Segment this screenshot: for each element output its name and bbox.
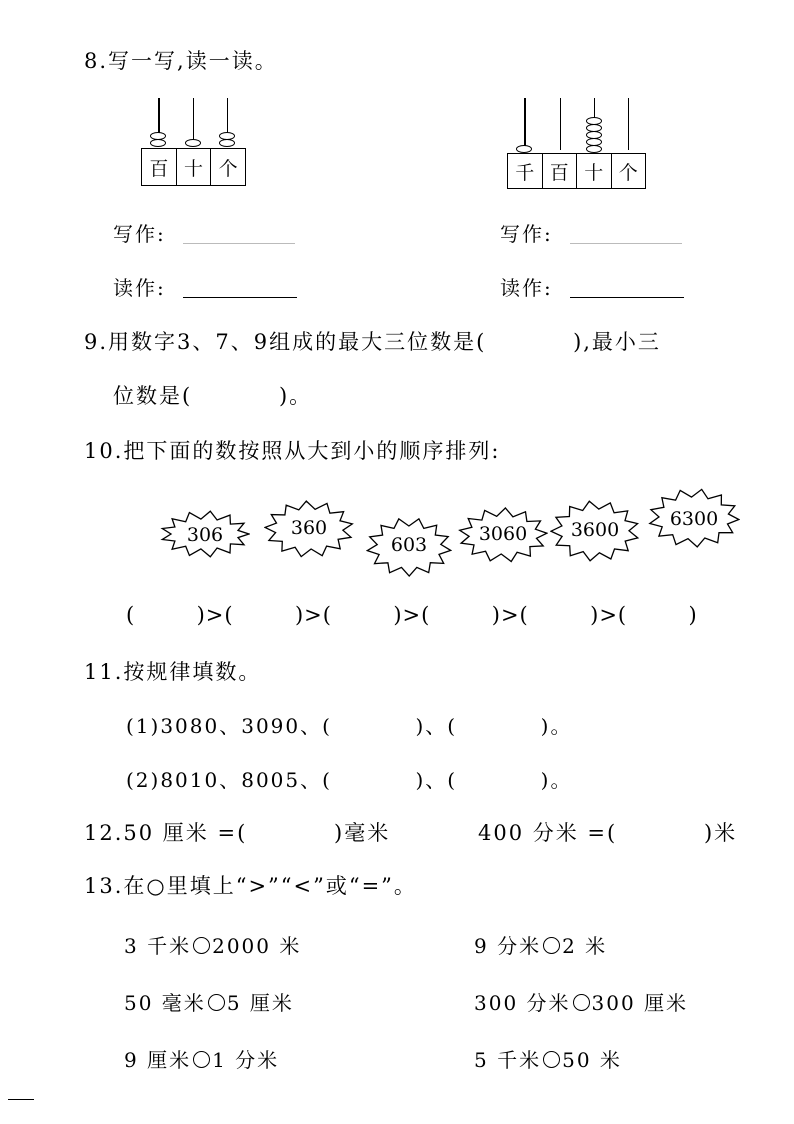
compare-left: 5 千米: [474, 1048, 542, 1072]
compare-right: 1 分米: [212, 1048, 280, 1072]
star-number-text: 306: [186, 524, 224, 546]
star-number-3060: [458, 507, 548, 563]
q11-title: 11.按规律填数。: [84, 660, 262, 684]
q12-right: 400 分米 =( )米: [478, 821, 738, 845]
write-answer-line-1[interactable]: [183, 243, 295, 244]
compare-item-5: [124, 1044, 279, 1073]
q10-answer-row[interactable]: ( )>( )>( )>( )>( )>( ): [126, 603, 698, 627]
q11-line1: (1)3080、3090、( )、( )。: [126, 714, 573, 738]
abacus-bead: [219, 139, 235, 147]
star-number-6300: [648, 488, 740, 548]
compare-left: 3 千米: [124, 934, 192, 958]
abacus-label: 百: [142, 149, 177, 185]
write-label-1: 写作:: [113, 222, 166, 246]
star-number-360: [264, 500, 354, 558]
compare-right: 50 米: [562, 1048, 622, 1072]
abacus-2-labels: [507, 153, 646, 189]
compare-circle[interactable]: [573, 994, 590, 1011]
star-number-text: 603: [390, 534, 428, 556]
q9-line2: 位数是( )。: [113, 384, 313, 408]
abacus-label: 个: [618, 161, 638, 184]
compare-circle[interactable]: [208, 994, 225, 1011]
compare-left: 9 厘米: [124, 1048, 192, 1072]
abacus-bead: [516, 145, 532, 153]
compare-right: 5 厘米: [226, 991, 294, 1015]
star-number-text: 360: [290, 517, 328, 539]
star-number-text: 3600: [570, 519, 620, 541]
compare-item-1: [124, 930, 301, 959]
abacus-label: 十: [577, 154, 612, 188]
compare-left: 9 分米: [474, 934, 542, 958]
star-number-text: 3060: [478, 523, 528, 545]
write-label-2: 写作:: [500, 222, 553, 246]
star-number-3600: [550, 500, 640, 562]
compare-item-6: [474, 1044, 622, 1073]
star-number-306: [160, 510, 250, 558]
q13-title: 13.在○里填上“>”“<”或“=”。: [84, 874, 417, 898]
compare-item-3: [124, 987, 294, 1016]
compare-circle[interactable]: [543, 937, 560, 954]
abacus-1-rod-tens: [193, 98, 194, 144]
read-label-1: 读作:: [113, 276, 166, 300]
page-corner-mark: [8, 1099, 34, 1100]
star-number-603: [366, 517, 452, 577]
compare-right: 2000 米: [212, 934, 302, 958]
abacus-bead: [586, 145, 602, 153]
compare-right: 2 米: [562, 934, 608, 958]
q9-line1: 9.用数字3、7、9组成的最大三位数是( ),最小三: [84, 330, 661, 354]
abacus-1-labels: [141, 148, 246, 186]
read-label-2: 读作:: [500, 276, 553, 300]
abacus-label: 千: [508, 154, 543, 188]
compare-circle[interactable]: [543, 1051, 560, 1068]
q11-line2: (2)8010、8005、( )、( )。: [126, 768, 573, 792]
compare-left: 50 毫米: [124, 991, 206, 1015]
q8-title: 8.写一写,读一读。: [84, 49, 278, 73]
abacus-label: 十: [177, 149, 212, 185]
compare-item-2: [474, 930, 607, 959]
compare-circle[interactable]: [193, 937, 210, 954]
abacus-2-rod-thousands: [524, 98, 526, 150]
abacus-bead: [185, 139, 201, 147]
compare-left: 300 分米: [474, 991, 571, 1015]
compare-circle[interactable]: [193, 1051, 210, 1068]
abacus-bead: [150, 139, 166, 147]
compare-item-4: [474, 987, 688, 1016]
q10-title: 10.把下面的数按照从大到小的顺序排列:: [84, 439, 501, 463]
abacus-2-rod-hundreds: [560, 98, 561, 150]
read-answer-line-2[interactable]: [570, 297, 684, 298]
write-answer-line-2[interactable]: [570, 243, 682, 244]
read-answer-line-1[interactable]: [183, 297, 297, 298]
star-number-text: 6300: [669, 508, 719, 530]
q12-left: 12.50 厘米 =( )毫米: [84, 821, 391, 845]
abacus-label: 百: [543, 154, 578, 188]
abacus-2-rod-ones: [628, 98, 629, 150]
compare-right: 300 厘米: [591, 991, 689, 1015]
abacus-label: 个: [218, 157, 238, 180]
